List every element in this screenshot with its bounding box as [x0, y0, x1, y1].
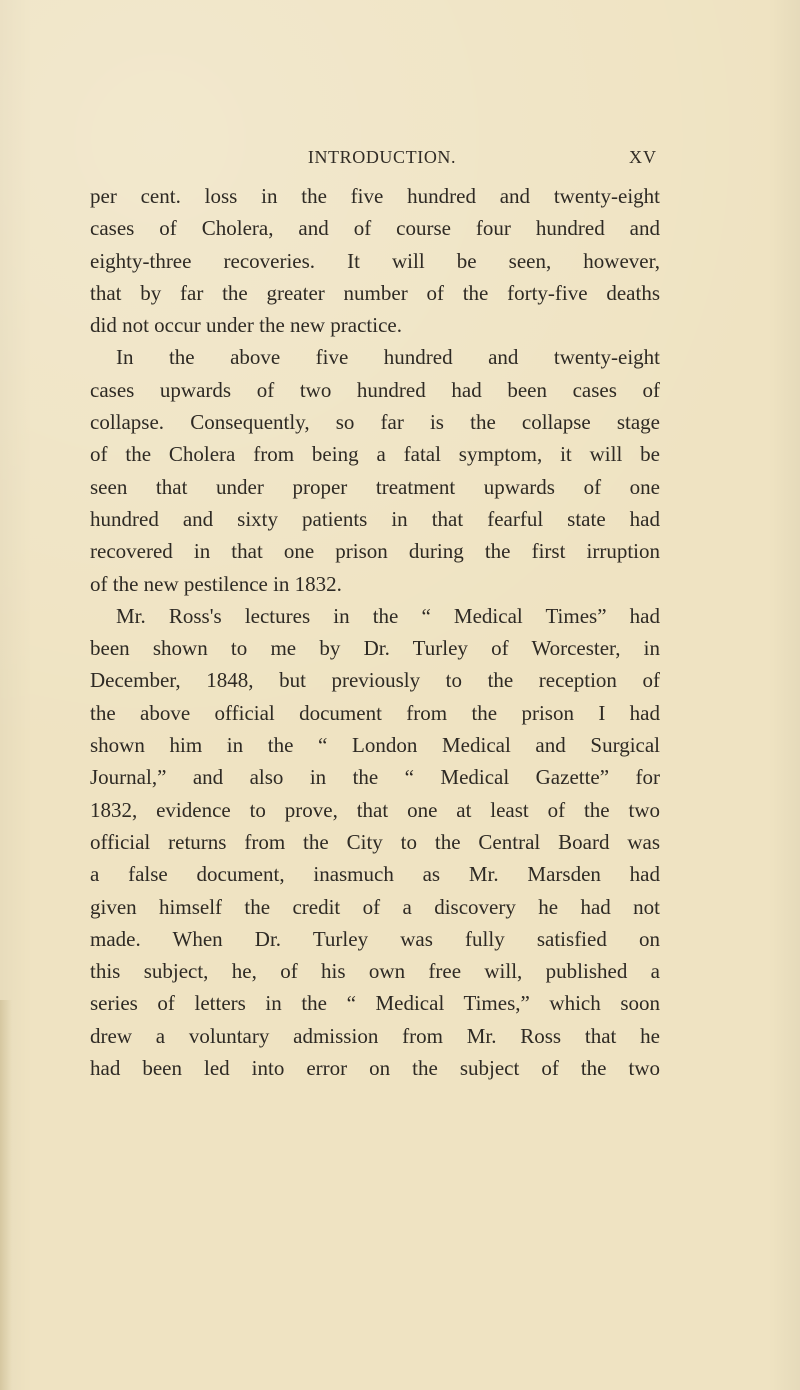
text-line: December, 1848, but previously to the reception of — [90, 668, 660, 693]
text-line: seen that under proper treatment upwards of one — [90, 474, 660, 499]
body-text — [90, 180, 660, 1084]
text-line: of the Cholera from being a fatal symptom, it will be — [90, 442, 660, 467]
running-title: INTRODUCTION. — [307, 147, 457, 167]
text-line: of the new pestilence in 1832. — [90, 571, 342, 596]
text-line: hundred and sixty patients in that fearful state had — [90, 506, 660, 531]
text-line: made. When Dr. Turley was fully satisfied on — [90, 926, 660, 951]
text-line: official returns from the City to the Central Board was — [90, 829, 660, 854]
text-line: In the above five hundred and twenty-eight — [116, 345, 660, 370]
text-line: collapse. Consequently, so far is the collapse stage — [90, 410, 660, 435]
text-line: this subject, he, of his own free will, published a — [90, 959, 660, 984]
text-line: did not occur under the new practice. — [90, 313, 402, 338]
page-header — [0, 146, 800, 176]
text-line: a false document, inasmuch as Mr. Marsden had — [90, 862, 660, 887]
text-line: series of letters in the “ Medical Times,” which soon — [90, 991, 660, 1016]
page-number: XV — [629, 147, 657, 167]
text-line: cases of Cholera, and of course four hundred and — [90, 216, 660, 241]
text-line: been shown to me by Dr. Turley of Worcester, in — [90, 636, 660, 661]
text-line: the above official document from the prison I had — [90, 700, 660, 725]
text-line: cases upwards of two hundred had been cases of — [90, 377, 660, 402]
text-line: given himself the credit of a discovery he had not — [90, 894, 660, 919]
text-line: that by far the greater number of the forty-five deaths — [90, 280, 660, 305]
text-line: Mr. Ross's lectures in the “ Medical Times” had — [116, 603, 660, 628]
text-line: drew a voluntary admission from Mr. Ross that he — [90, 1023, 660, 1048]
text-line: had been led into error on the subject of the two — [90, 1056, 660, 1081]
text-line: Journal,” and also in the “ Medical Gazette” for — [90, 765, 660, 790]
text-line: recovered in that one prison during the first irruption — [90, 539, 660, 564]
text-line: 1832, evidence to prove, that one at least of the two — [90, 797, 660, 822]
text-line: per cent. loss in the five hundred and twenty-eight — [90, 184, 660, 208]
page-edge-shadow — [0, 1000, 12, 1390]
text-line: eighty-three recoveries. It will be seen, however, — [90, 248, 660, 273]
text-line: shown him in the “ London Medical and Surgical — [90, 733, 660, 758]
